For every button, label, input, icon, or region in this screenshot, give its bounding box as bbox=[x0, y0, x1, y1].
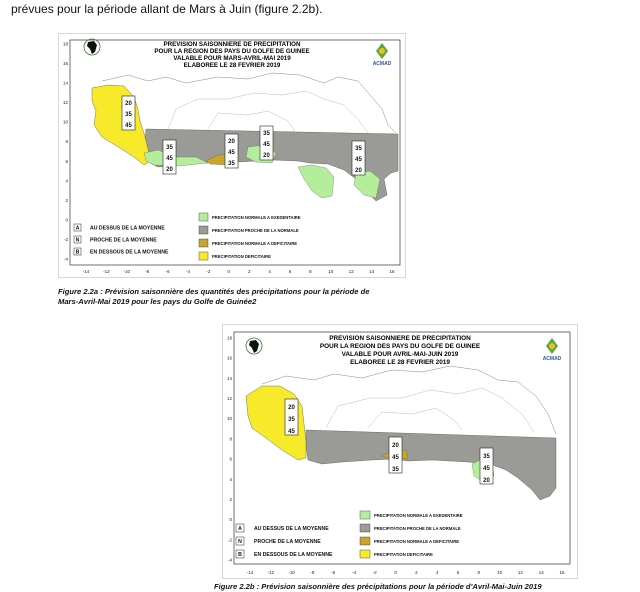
x-tick-label: -2 bbox=[206, 269, 211, 274]
zone-prob-a2: 20 bbox=[166, 167, 173, 173]
svg-text:B: B bbox=[75, 249, 80, 256]
x-tick-label: -12 bbox=[267, 570, 275, 575]
map-title-line: ELABOREE LE 28 FEVRIER 2019 bbox=[183, 62, 281, 69]
y-tick-label: -4 bbox=[63, 256, 68, 262]
legend-near: PROCHE DE LA MOYENNE bbox=[254, 539, 321, 545]
y-tick-label: 0 bbox=[229, 517, 232, 523]
zone-prob-b2: 45 bbox=[392, 455, 399, 461]
legend-below: EN DESSOUS DE LA MOYENNE bbox=[90, 249, 169, 256]
x-tick-label: -4 bbox=[351, 570, 357, 575]
x-tick-label: -10 bbox=[123, 269, 131, 274]
legend-near-normal: PRECIPITATION PROCHE DE LA NORMALE bbox=[212, 228, 299, 233]
legend-deficit: PRECIPITATION DEFICITAIRE bbox=[212, 254, 271, 259]
x-tick-label: 10 bbox=[328, 269, 334, 274]
figure-caption-b: Figure 2.2b : Prévision saisonnière des précipitations pour la période d'Avril-Mai-Juin 2019 bbox=[214, 582, 542, 591]
y-tick-label: 14 bbox=[226, 375, 232, 381]
x-tick-label: 4 bbox=[268, 269, 271, 274]
zone-prob-a1: 35 bbox=[125, 112, 132, 118]
x-tick-label: 16 bbox=[389, 269, 395, 274]
legend-below: EN DESSOUS DE LA MOYENNE bbox=[254, 552, 333, 558]
zone-prob-b3: 45 bbox=[483, 466, 490, 472]
y-tick-label: 2 bbox=[65, 197, 68, 203]
map-title-line: POUR LA REGION DES PAYS DU GOLFE DE GUINEE bbox=[319, 343, 481, 350]
zone-prob-a1: 20 bbox=[125, 101, 132, 107]
x-tick-label: -4 bbox=[185, 269, 191, 274]
x-tick-label: -8 bbox=[145, 269, 150, 274]
x-tick-label: 0 bbox=[227, 269, 231, 274]
svg-text:B: B bbox=[238, 552, 242, 558]
y-tick-label: 8 bbox=[229, 436, 232, 442]
y-tick-label: -2 bbox=[227, 537, 232, 543]
map-title-line: VALABLE POUR AVRIL-MAI-JUIN 2019 bbox=[341, 351, 459, 358]
zone-prob-b3: 35 bbox=[483, 454, 490, 460]
zone-prob-a2: 35 bbox=[166, 145, 173, 151]
y-tick-label: 2 bbox=[229, 496, 232, 502]
svg-text:N: N bbox=[75, 237, 80, 244]
x-tick-label: 6 bbox=[288, 269, 292, 274]
x-tick-label: 14 bbox=[538, 570, 544, 575]
x-tick-label: -14 bbox=[246, 570, 254, 575]
y-tick-label: 14 bbox=[62, 80, 68, 86]
y-tick-label: 12 bbox=[62, 100, 68, 106]
y-tick-label: 10 bbox=[62, 119, 68, 125]
x-tick-label: 12 bbox=[348, 269, 354, 274]
x-tick-label: 0 bbox=[394, 570, 397, 575]
y-tick-label: 18 bbox=[226, 335, 232, 341]
y-tick-label: 18 bbox=[62, 41, 68, 47]
legend-normal-excess: PRECIPITATION NORMALE A EXEDENTAIRE bbox=[212, 215, 301, 220]
legend-above: AU DESSUS DE LA MOYENNE bbox=[254, 526, 329, 532]
zone-prob-b3: 20 bbox=[483, 478, 490, 484]
x-tick-label: -6 bbox=[165, 269, 170, 274]
y-tick-label: 12 bbox=[226, 396, 232, 402]
figure-caption-a: Figure 2.2a : Prévision saisonnière des quantités des précipitations pour la période de Mars-Avril-Mai 2019 pour les pays du Golfe de Guinée2 bbox=[58, 287, 370, 306]
y-tick-label: 16 bbox=[62, 61, 68, 67]
zone-prob-a5: 35 bbox=[355, 146, 362, 152]
y-tick-label: 0 bbox=[65, 217, 68, 223]
y-tick-label: 8 bbox=[65, 139, 68, 145]
svg-text:N: N bbox=[238, 539, 242, 545]
legend-deficit: PRECIPITATION DEFICITAIRE bbox=[374, 552, 433, 557]
y-tick-label: 6 bbox=[229, 456, 232, 462]
zone-prob-a3: 35 bbox=[228, 161, 235, 167]
x-tick-label: -6 bbox=[331, 570, 336, 575]
x-tick-label: 6 bbox=[456, 570, 460, 575]
x-tick-label: 8 bbox=[477, 570, 481, 575]
zone-prob-a2: 45 bbox=[166, 156, 173, 162]
legend-above: AU DESSUS DE LA MOYENNE bbox=[90, 225, 165, 232]
x-tick-label: -12 bbox=[103, 269, 110, 274]
y-tick-label: 4 bbox=[229, 476, 232, 482]
legend-normal-excess: PRECIPITATION NORMALE A EXEDENTAIRE bbox=[374, 513, 463, 518]
x-tick-label: 2 bbox=[247, 269, 251, 274]
svg-text:A: A bbox=[75, 225, 80, 232]
x-tick-label: 10 bbox=[497, 570, 503, 575]
map-title-line: PREVISION SAISONNIERE DE PRECIPITATION bbox=[163, 41, 301, 48]
forecast-map-amj bbox=[222, 324, 578, 579]
zone-prob-a4: 20 bbox=[263, 153, 270, 159]
x-tick-label: -2 bbox=[372, 570, 377, 575]
legend-normal-deficit: PRECIPITATION NORMALE A DEFICITAIRE bbox=[374, 539, 460, 544]
zone-prob-a1: 45 bbox=[125, 123, 132, 129]
y-tick-label: -2 bbox=[63, 236, 68, 242]
map-title-line: PREVISION SAISONNIERE DE PRECIPITATION bbox=[329, 335, 471, 342]
y-tick-label: 16 bbox=[226, 355, 232, 361]
forecast-map-mam bbox=[58, 33, 406, 278]
map-title-line: VALABLE POUR MARS-AVRIL-MAI 2019 bbox=[173, 55, 291, 62]
zone-prob-a4: 45 bbox=[263, 142, 270, 148]
zone-prob-a4: 35 bbox=[263, 131, 270, 137]
x-tick-label: -8 bbox=[310, 570, 315, 575]
x-tick-label: 2 bbox=[415, 570, 418, 575]
x-tick-label: 12 bbox=[517, 570, 523, 575]
svg-text:ACMAD: ACMAD bbox=[372, 61, 392, 67]
y-tick-label: -4 bbox=[227, 557, 232, 563]
map-title-line: POUR LA REGION DES PAYS DU GOLFE DE GUINEE bbox=[154, 48, 310, 55]
zone-prob-b2: 35 bbox=[392, 467, 399, 473]
x-tick-label: -14 bbox=[82, 269, 90, 274]
zone-prob-a5: 45 bbox=[355, 157, 362, 163]
legend-near-normal: PRECIPITATION PROCHE DE LA NORMALE bbox=[374, 526, 461, 531]
zone-prob-a3: 45 bbox=[228, 150, 235, 156]
svg-text:ACMAD: ACMAD bbox=[542, 356, 562, 362]
x-tick-label: 16 bbox=[559, 570, 565, 575]
zone-prob-b1: 35 bbox=[288, 417, 295, 423]
y-tick-label: 4 bbox=[65, 178, 68, 184]
x-tick-label: 8 bbox=[309, 269, 312, 274]
legend-near: PROCHE DE LA MOYENNE bbox=[90, 237, 157, 244]
map-title-line: ELABOREE LE 28 FEVRIER 2019 bbox=[350, 359, 450, 366]
svg-text:A: A bbox=[238, 526, 242, 532]
intro-text: prévues pour la période allant de Mars à Juin (figure 2.2b). bbox=[11, 2, 323, 16]
zone-prob-b2: 20 bbox=[392, 443, 399, 449]
y-tick-label: 10 bbox=[226, 416, 232, 422]
x-tick-label: 4 bbox=[435, 570, 439, 575]
zone-prob-b1: 20 bbox=[288, 405, 295, 411]
x-tick-label: -10 bbox=[288, 570, 295, 575]
zone-prob-b1: 45 bbox=[288, 429, 295, 435]
zone-prob-a3: 20 bbox=[228, 139, 235, 145]
zone-prob-a5: 20 bbox=[355, 168, 362, 174]
x-tick-label: 14 bbox=[369, 269, 375, 274]
y-tick-label: 6 bbox=[65, 158, 68, 164]
legend-normal-deficit: PRECIPITATION NORMALE A DEFICITAIRE bbox=[212, 241, 298, 246]
